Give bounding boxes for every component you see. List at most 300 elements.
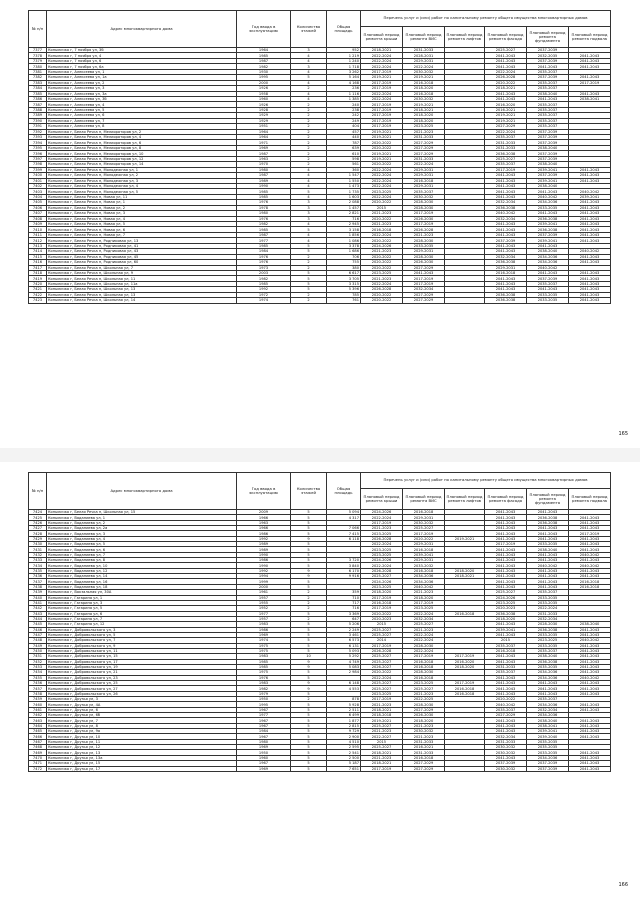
cell-address: Копыличко г, Белая Речка п, Школьная ул, 13	[47, 287, 237, 292]
cell-foundation: 2034-2036	[527, 670, 569, 675]
cell-foundation: 2041-2043	[527, 526, 569, 531]
cell-address: Копыличко г, Белая Речка п, Новая ул, 1	[47, 200, 237, 205]
cell-foundation: 2035-2037	[527, 69, 569, 74]
cell-basement: 2041-2043	[569, 723, 611, 728]
cell-area: 1 547	[327, 173, 361, 178]
cell-foundation: 2041-2043	[527, 574, 569, 579]
cell-address: Копыличко г, Друзья ул, 8	[47, 723, 237, 728]
cell-basement: 2041-2043	[569, 281, 611, 286]
cell-foundation: 2041-2043	[527, 189, 569, 194]
cell-roof: 2020-2022	[361, 265, 403, 270]
cell-floors: 9	[291, 574, 327, 579]
cell-year: 1982	[237, 64, 291, 69]
cell-address: Копыличко г, Белая Речка п, Молодежная ул, 1	[47, 167, 237, 172]
cell-year: 1976	[237, 675, 291, 680]
cell-basement: 2017-2019	[569, 531, 611, 536]
cell-year: 1976	[237, 260, 291, 265]
cell-basement: 2041-2043	[569, 574, 611, 579]
col-area: Общая площадь	[327, 473, 361, 510]
cell-basement: 2041-2043	[569, 200, 611, 205]
cell-roof: 2019-2021	[361, 718, 403, 723]
cell-facade: 2016-2018	[485, 648, 527, 653]
cell-foundation: 2039-2041	[527, 222, 569, 227]
cell-floors: 5	[291, 552, 327, 557]
cell-floors: 5	[291, 632, 327, 637]
cell-address: Копыличко г, Белая Речка п, Мелиораторов ул, 10	[47, 151, 237, 156]
cell-area: 5 292	[327, 654, 361, 659]
cell-roof: 2026-2028	[361, 536, 403, 541]
cell-foundation: 2040-2042	[527, 194, 569, 199]
cell-year: 1984	[237, 249, 291, 254]
cell-vis: 2027-2029	[403, 145, 445, 150]
cell-vis: 2018-2020	[403, 718, 445, 723]
cell-foundation: 2037-2039	[527, 151, 569, 156]
cell-year: 1976	[237, 254, 291, 259]
cell-area: 4 749	[327, 659, 361, 664]
cell-foundation: 2041-2043	[527, 510, 569, 515]
cell-num: 7409	[29, 222, 47, 227]
cell-basement: 2041-2043	[569, 91, 611, 96]
cell-vis: 2027-2029	[403, 292, 445, 297]
cell-foundation: 2035-2037	[527, 118, 569, 123]
cell-num: 7410	[29, 227, 47, 232]
cell-area: 3 705	[327, 276, 361, 281]
cell-floors: 5	[291, 611, 327, 616]
cell-year: 1980	[237, 167, 291, 172]
cell-area: 647	[327, 616, 361, 621]
cell-year: 1987	[237, 173, 291, 178]
cell-floors: 2	[291, 260, 327, 265]
cell-year: 1950	[237, 697, 291, 702]
cell-floors: 5	[291, 547, 327, 552]
cell-area: 4 168	[327, 80, 361, 85]
cell-roof: 2021-2023	[361, 702, 403, 707]
cell-roof: 2023-2025	[361, 547, 403, 552]
page-number: 166	[618, 882, 628, 888]
cell-roof: 2025-2027	[361, 654, 403, 659]
cell-floors: 9	[291, 681, 327, 686]
cell-year: 1961	[237, 590, 291, 595]
cell-floors: 5	[291, 713, 327, 718]
cell-year: 1969	[237, 145, 291, 150]
cell-lift: 2018-2020	[445, 568, 485, 573]
cell-address: Копыличко г, Белая Речка п, Новая ул, 6	[47, 227, 237, 232]
cell-address: Копыличко г, 7 ноября ул, 4	[47, 53, 237, 58]
cell-address: Копыличко г, Гагарина ул, 7	[47, 616, 237, 621]
cell-basement: 2041-2043	[569, 64, 611, 69]
cell-floors: 5	[291, 563, 327, 568]
cell-num: 7465	[29, 729, 47, 734]
cell-floors: 5	[291, 707, 327, 712]
cell-area: 610	[327, 151, 361, 156]
cell-year: 1972	[237, 292, 291, 297]
cell-area: 878	[327, 697, 361, 702]
cell-facade: 2032-2034	[485, 254, 527, 259]
cell-year: 1995	[237, 75, 291, 80]
cell-facade: 2041-2043	[485, 178, 527, 183]
cell-facade: 2041-2043	[485, 659, 527, 664]
cell-floors: 5	[291, 761, 327, 766]
cell-basement: 2041-2043	[569, 232, 611, 237]
cell-year: 1990	[237, 563, 291, 568]
cell-roof: 2018-2020	[361, 590, 403, 595]
cell-area: 2 511	[327, 707, 361, 712]
cell-area: 440	[327, 135, 361, 140]
cell-facade: 2041-2043	[485, 510, 527, 515]
page-number: 165	[618, 431, 628, 437]
cell-floors: 5	[291, 189, 327, 194]
cell-address: Копыличко г, Алексеева ул, 1	[47, 69, 237, 74]
cell-basement: 2041-2043	[569, 627, 611, 632]
cell-year: 1967	[237, 734, 291, 739]
cell-area: 716	[327, 216, 361, 221]
cell-facade: 2030-2032	[485, 766, 527, 771]
cell-num: 7420	[29, 281, 47, 286]
cell-vis: 2029-2031	[403, 183, 445, 188]
cell-year: 1977	[237, 713, 291, 718]
cell-roof: 2022-2024	[361, 167, 403, 172]
cell-num: 7416	[29, 260, 47, 265]
cell-floors: 5	[291, 745, 327, 750]
cell-address: Копыличко г, Белая Речка п, Школьная ул, 7	[47, 265, 237, 270]
cell-area: 5 396	[327, 287, 361, 292]
cell-year: 1964	[237, 129, 291, 134]
col-address: Адрес многоквартирного дома	[47, 11, 237, 48]
cell-basement: 2041-2043	[569, 216, 611, 221]
cell-vis: 2027-2029	[403, 707, 445, 712]
cell-year: 2000	[237, 80, 291, 85]
cell-area: 706	[327, 254, 361, 259]
cell-floors: 2	[291, 135, 327, 140]
cell-vis: 2028-2031	[403, 53, 445, 58]
cell-year: 1992	[237, 536, 291, 541]
cell-lift: 2016-2018	[445, 691, 485, 696]
cell-floors: 5	[291, 249, 327, 254]
cell-num: 7460	[29, 702, 47, 707]
cell-address: Копыличко г, Белая Речка п, Родниковая ул, 60	[47, 260, 237, 265]
cell-address: Копыличко г, Ваданиева ул, 10	[47, 563, 237, 568]
cell-year: 1983	[237, 654, 291, 659]
cell-address: Копыличко г, Гагарина ул, 3	[47, 600, 237, 605]
cell-year: 1977	[237, 611, 291, 616]
cell-facade: 2041-2043	[485, 243, 527, 248]
cell-basement: 2041-2043	[569, 766, 611, 771]
cell-num: 7402	[29, 183, 47, 188]
cell-num: 7431	[29, 547, 47, 552]
cell-roof: 2019-2021	[361, 75, 403, 80]
cell-basement: 2041-2043	[569, 542, 611, 547]
cell-facade: 2041-2043	[485, 222, 527, 227]
cell-facade: 2031-2033	[485, 739, 527, 744]
cell-vis: 2025-2027	[403, 526, 445, 531]
cell-foundation: 2035-2037	[527, 590, 569, 595]
cell-foundation: 2038-2040	[527, 91, 569, 96]
cell-foundation: 2041-2043	[527, 691, 569, 696]
cell-facade: 2025-2027	[485, 590, 527, 595]
cell-vis: 2033-2032	[403, 563, 445, 568]
cell-foundation: 2035-2035	[527, 745, 569, 750]
cell-roof: 2018-2021	[361, 48, 403, 53]
cell-address: Копыличко г, Алексеева ул, 4	[47, 102, 237, 107]
cell-address: Копыличко г, Белая Речка п, Мелиораторов ул, 6	[47, 140, 237, 145]
col-facade: Плановый период ремонта фасада	[485, 489, 527, 510]
cell-roof: 2020-2022	[361, 260, 403, 265]
cell-floors: 2	[291, 140, 327, 145]
cell-facade: 2041-2043	[485, 183, 527, 188]
cell-basement: 2040-2042	[569, 638, 611, 643]
cell-num: 7418	[29, 270, 47, 275]
cell-num: 7380	[29, 64, 47, 69]
cell-address: Копыличко г, Добровольского ул, 27	[47, 686, 237, 691]
cell-roof: 2021-2023	[361, 755, 403, 760]
cell-foundation: 2041-2043	[527, 531, 569, 536]
cell-vis: 2027-2029	[403, 298, 445, 303]
cell-address: Копыличко г, Друзья ул, 4А	[47, 702, 237, 707]
cell-foundation: 2037-2039	[527, 48, 569, 53]
cell-address: Копыличко г, Белая Речка п, Школьная ул, 11а	[47, 281, 237, 286]
cell-vis: 2022-2024	[403, 632, 445, 637]
cell-roof: 2025-2027	[361, 659, 403, 664]
cell-foundation: 2033-2035	[527, 205, 569, 210]
cell-year: 1987	[237, 151, 291, 156]
cell-year: 1926	[237, 86, 291, 91]
cell-year: 1974	[237, 298, 291, 303]
cell-address: Копыличко г, Белая Речка п, Новая ул, 3	[47, 211, 237, 216]
cell-area: 3 720	[327, 558, 361, 563]
cell-roof: 2018-2021	[361, 707, 403, 712]
cell-basement: 2041-2043	[569, 681, 611, 686]
cell-address: Копыличко г, Добровольского ул, 25	[47, 681, 237, 686]
cell-vis: 2029-2031	[403, 173, 445, 178]
cell-address: Копыличко г, Друзья ул, 3	[47, 697, 237, 702]
cell-num: 7462	[29, 713, 47, 718]
cell-foundation: 2041-2043	[527, 96, 569, 101]
cell-foundation: 2035-2037	[527, 281, 569, 286]
cell-year: 1985	[237, 189, 291, 194]
cell-floors: 5	[291, 227, 327, 232]
cell-roof: 2020-2022	[361, 200, 403, 205]
cell-num: 7439	[29, 590, 47, 595]
cell-facade: 2032-2034	[485, 734, 527, 739]
cell-floors: 5	[291, 622, 327, 627]
cell-area: 7 415	[327, 531, 361, 536]
cell-vis: 2017-2019	[403, 222, 445, 227]
cell-foundation: 2037-2039	[527, 173, 569, 178]
cell-area: 6 617	[327, 270, 361, 275]
cell-facade: 2041-2043	[485, 654, 527, 659]
cell-address: Копыличко г, Ваданиева ул, 2	[47, 520, 237, 525]
cell-vis: 2035-2037	[403, 189, 445, 194]
cell-address: Копыличко г, Ваданиева ул, 18	[47, 584, 237, 589]
cell-vis: 2031-2033	[403, 135, 445, 140]
cell-floors: 3	[291, 216, 327, 221]
cell-vis: 2030-2032	[403, 520, 445, 525]
cell-facade: 2031-2033	[485, 145, 527, 150]
cell-facade: 2041-2043	[485, 675, 527, 680]
cell-facade: 2027-2029	[485, 124, 527, 129]
cell-area: 3 315	[327, 281, 361, 286]
cell-vis: 2031-2033	[403, 739, 445, 744]
cell-area: 457	[327, 129, 361, 134]
cell-basement: 2041-2043	[569, 227, 611, 232]
cell-floors: 5	[291, 729, 327, 734]
cell-year: 1930	[237, 69, 291, 74]
cell-roof: 2021-2023	[361, 729, 403, 734]
cell-num: 7441	[29, 600, 47, 605]
cell-num: 7470	[29, 755, 47, 760]
cell-roof: 2025-2027	[361, 632, 403, 637]
cell-address: Копыличко г, Ваданиева ул, 5	[47, 542, 237, 547]
cell-facade: 2035-2037	[485, 643, 527, 648]
cell-foundation: 2041-2043	[527, 568, 569, 573]
cell-foundation: 2038-2040	[527, 162, 569, 167]
cell-vis: 2021-2023	[403, 734, 445, 739]
cell-address: Копыличко г, Белая Речка п, Мелиораторов ул, 8	[47, 145, 237, 150]
cell-facade: 2041-2043	[485, 568, 527, 573]
col-year: Год ввода в эксплуатацию	[237, 11, 291, 48]
cell-area: 1 116	[327, 91, 361, 96]
cell-floors: 4	[291, 238, 327, 243]
cell-vis: 2018-2020	[403, 86, 445, 91]
cell-vis: 2027-2029	[403, 151, 445, 156]
cell-vis: 2016-2021	[403, 745, 445, 750]
cell-num: 7447	[29, 632, 47, 637]
cell-area: 1 686	[327, 249, 361, 254]
cell-roof: 2022-2024	[361, 64, 403, 69]
cell-address: Копыличко г, Друзья ул, 11	[47, 739, 237, 744]
cell-year: 1989	[237, 178, 291, 183]
cell-area: 359	[327, 590, 361, 595]
cell-year: 1966	[237, 515, 291, 520]
cell-floors: 4	[291, 80, 327, 85]
cell-foundation: 2041-2043	[527, 579, 569, 584]
cell-basement: 2041-2043	[569, 222, 611, 227]
cell-area: 3 369	[327, 611, 361, 616]
cell-area: 6 118	[327, 536, 361, 541]
cell-address: Копыличко г, Друзья ул, 7	[47, 718, 237, 723]
cell-floors: 4	[291, 222, 327, 227]
cell-foundation: 2022-2024	[527, 606, 569, 611]
cell-basement: 2016-2018	[569, 579, 611, 584]
cell-basement: 2041-2043	[569, 526, 611, 531]
cell-floors: 2	[291, 113, 327, 118]
cell-facade: 2018-2020	[485, 616, 527, 621]
cell-num: 7457	[29, 686, 47, 691]
cell-year: 1999	[237, 579, 291, 584]
cell-facade: 2036-2038	[485, 151, 527, 156]
cell-foundation: 2037-2039	[527, 140, 569, 145]
cell-facade: 2041-2043	[485, 563, 527, 568]
cell-foundation: 2034-2036	[527, 200, 569, 205]
cell-roof: 2017-2019	[361, 643, 403, 648]
cell-facade: 2041-2043	[485, 584, 527, 589]
cell-address: Копыличко г, Белая Речка п, Родниковая ул, 45	[47, 254, 237, 259]
cell-vis: 2023-2025	[403, 124, 445, 129]
cell-roof: 2023-2025	[361, 270, 403, 275]
cell-floors: 9	[291, 568, 327, 573]
cell-num: 7408	[29, 216, 47, 221]
cell-area: 404	[327, 124, 361, 129]
cell-roof: 2021-2023	[361, 526, 403, 531]
cell-floors: 2	[291, 124, 327, 129]
cell-year: 1982	[237, 222, 291, 227]
cell-floors: 5	[291, 542, 327, 547]
cell-facade: 2025-2027	[485, 156, 527, 161]
cell-basement: 2041-2043	[569, 643, 611, 648]
cell-foundation: 2033-2035	[527, 542, 569, 547]
cell-roof: 2022-2024	[361, 232, 403, 237]
cell-basement: 2041-2043	[569, 654, 611, 659]
cell-area: 5 206	[327, 622, 361, 627]
cell-lift: 2016-2020	[445, 659, 485, 664]
cell-facade: 2041-2043	[485, 173, 527, 178]
cell-address: Копыличко г, Добровольского ул, 21	[47, 670, 237, 675]
cell-num: 7411	[29, 232, 47, 237]
cell-vis: 2022-2024	[403, 648, 445, 653]
cell-facade: 2041-2043	[485, 718, 527, 723]
cell-foundation: 2034-2036	[527, 260, 569, 265]
cell-address: Копыличко г, Друзья ул, 15	[47, 761, 237, 766]
cell-facade: 2041-2043	[485, 632, 527, 637]
cell-basement: 2041-2043	[569, 659, 611, 664]
cell-roof: 2024-2026	[361, 558, 403, 563]
cell-facade: 2022-2024	[485, 69, 527, 74]
cell-year: 1986	[237, 558, 291, 563]
cell-vis: 2016-2018	[403, 510, 445, 515]
cell-roof: 2020-2022	[361, 298, 403, 303]
cell-address: Копыличко г, Друзья ул, 10	[47, 734, 237, 739]
cell-facade: 2035-2037	[485, 162, 527, 167]
cell-area: 5 093	[327, 648, 361, 653]
cell-num: 7428	[29, 531, 47, 536]
cell-foundation: 2035-2035	[527, 664, 569, 669]
cell-vis: 2031-2033	[403, 750, 445, 755]
cell-num: 7427	[29, 526, 47, 531]
cell-year: 1957	[237, 616, 291, 621]
cell-address: Копыличко г, Белая Речка п, Школьная ул, 9	[47, 270, 237, 275]
table-body	[29, 510, 611, 772]
cell-vis: 2029-2031	[403, 558, 445, 563]
cell-year: 1963	[237, 156, 291, 161]
cell-area: 3 378	[327, 243, 361, 248]
cell-address: Копыличко г, Белая Речка п, Мелиораторов ул, 4	[47, 135, 237, 140]
cell-foundation: 2041-2043	[527, 584, 569, 589]
cell-num: 7459	[29, 697, 47, 702]
cell-area: 1 473	[327, 183, 361, 188]
cell-roof: 2022-2024	[361, 173, 403, 178]
cell-floors: 2	[291, 156, 327, 161]
cell-num: 7390	[29, 118, 47, 123]
cell-year: 1990	[237, 183, 291, 188]
cell-roof: 2017-2019	[361, 80, 403, 85]
cell-area: 5 187	[327, 761, 361, 766]
cell-foundation: 2041-2043	[527, 211, 569, 216]
cell-roof: 2017-2019	[361, 107, 403, 112]
cell-floors: 2	[291, 129, 327, 134]
cell-area: 1 550	[327, 178, 361, 183]
cell-address: Копыличко г, Друзья ул, 17	[47, 766, 237, 771]
capital-repair-table	[28, 472, 611, 772]
cell-num: 7415	[29, 254, 47, 259]
cell-floors: 9	[291, 659, 327, 664]
cell-num: 7385	[29, 91, 47, 96]
cell-area: 785	[327, 292, 361, 297]
cell-floors: 3	[291, 48, 327, 53]
col-group: Перечень услуг и (или) работ по капитальному ремонту общего имущества многоквартирных домов	[361, 473, 611, 489]
cell-roof: 2022-2027	[361, 734, 403, 739]
cell-area: 1 457	[327, 205, 361, 210]
cell-vis: 2016-2018	[403, 547, 445, 552]
